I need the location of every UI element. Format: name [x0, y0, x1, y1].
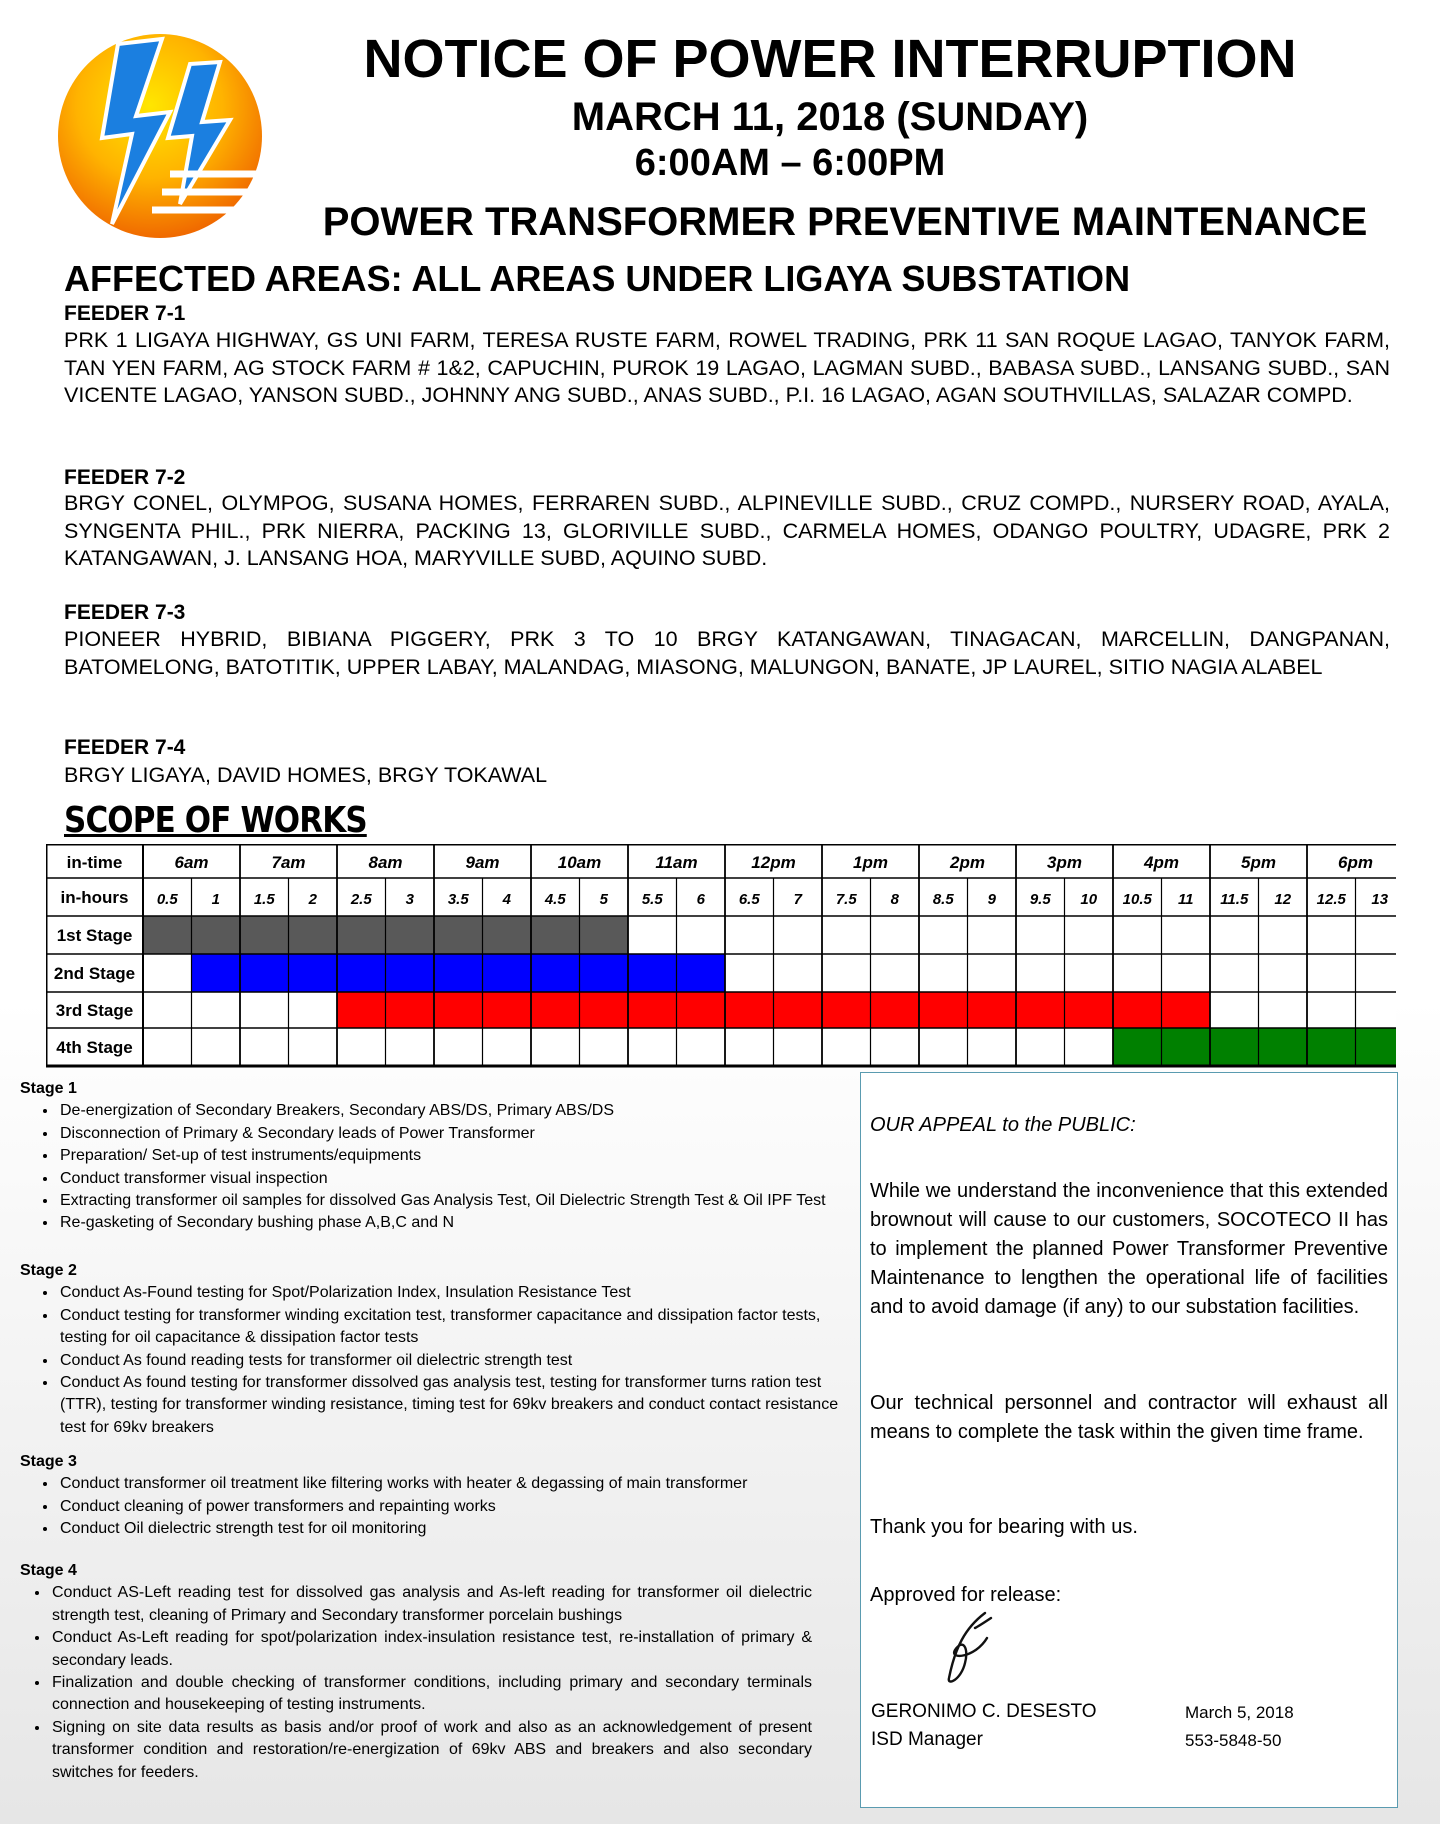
- hour-label: 2.5: [350, 891, 372, 908]
- stage-1-details: [20, 1078, 840, 1235]
- hour-label: 9: [987, 891, 996, 908]
- stage-bar: [192, 954, 726, 992]
- hour-label: 5: [599, 891, 608, 908]
- hour-label: 1: [211, 891, 220, 908]
- stage-2-details: [20, 1260, 840, 1439]
- time-label: 1pm: [853, 853, 888, 872]
- appeal-heading: OUR APPEAL to the PUBLIC:: [870, 1114, 1136, 1136]
- time-label: 6pm: [1338, 853, 1373, 872]
- appeal-thanks: Thank you for bearing with us.: [870, 1516, 1138, 1538]
- hour-label: 11: [1177, 891, 1194, 908]
- stage-item: • Conduct AS-Left reading test for dissolved gas analysis and As-left reading for transformer oil dielectric strength test, cleaning of Primary and Secondary transformer porcelain bushings: [50, 1582, 812, 1627]
- schedule-gantt-table: [46, 844, 1396, 1070]
- stage-item: • Extracting transformer oil samples for dissolved Gas Analysis Test, Oil Dielectric Strength Test & Oil IPF Test: [58, 1190, 840, 1212]
- stage-item: • Conduct transformer visual inspection: [58, 1168, 840, 1190]
- stage-item: • Conduct Oil dielectric strength test for oil monitoring: [58, 1518, 840, 1540]
- feeder-areas: PIONEER HYBRID, BIBIANA PIGGERY, PRK 3 TO 10 BRGY KATANGAWAN, TINAGACAN, MARCELLIN, DANGPANAN, BATOMELONG, BATOTITIK, UPPER LABAY, MALANDAG, MIASONG, MALUNGON, BANATE, JP LAUREL, SITIO NAGIA ALABEL: [64, 627, 1390, 679]
- affected-areas-heading: AFFECTED AREAS: ALL AREAS UNDER LIGAYA SUBSTATION: [64, 258, 1131, 299]
- contact-phone: 553-5848-50: [1185, 1731, 1282, 1750]
- stage-3-details: [20, 1451, 840, 1541]
- feeder-areas: BRGY LIGAYA, DAVID HOMES, BRGY TOKAWAL: [64, 763, 548, 787]
- notice-subtitle: POWER TRANSFORMER PREVENTIVE MAINTENANCE: [322, 200, 1368, 244]
- stage-item: • Preparation/ Set-up of test instruments/equipments: [58, 1145, 840, 1167]
- stage-label: 4th Stage: [56, 1038, 133, 1057]
- row-label: in-time: [66, 853, 123, 872]
- hour-label: 7.5: [835, 891, 857, 908]
- stage-bar: [1113, 1028, 1396, 1066]
- release-date: March 5, 2018: [1185, 1703, 1294, 1722]
- stage-title: Stage 3: [20, 1453, 77, 1470]
- time-label: 2pm: [950, 853, 985, 872]
- feeder-name: FEEDER 7-3: [64, 601, 186, 624]
- feeder-name: FEEDER 7-4: [64, 736, 186, 759]
- stage-item: • Conduct As-Found testing for Spot/Polarization Index, Insulation Resistance Test: [58, 1282, 840, 1304]
- feeder-name: FEEDER 7-2: [64, 466, 186, 489]
- time-label: 9am: [465, 853, 500, 872]
- stage-item: • Finalization and double checking of transformer conditions, including primary and secondary terminals connection and housekeeping of testing instruments.: [50, 1672, 812, 1717]
- hour-label: 3.5: [447, 891, 469, 908]
- time-label: 3pm: [1047, 853, 1082, 872]
- stage-title: Stage 4: [20, 1562, 77, 1579]
- hour-label: 13: [1371, 891, 1389, 908]
- feeder-areas: BRGY CONEL, OLYMPOG, SUSANA HOMES, FERRAREN SUBD., ALPINEVILLE SUBD., CRUZ COMPD., NURSERY ROAD, AYALA, SYNGENTA PHIL., PRK NIERRA, PACKING 13, GLORIVILLE SUBD., CARMELA HOMES, ODANGO POULTRY, UDAGRE, PRK 2 KATANGAWAN, J. LANSANG HOA, MARYVILLE SUBD, AQUINO SUBD.: [64, 491, 1390, 570]
- feeder-areas: PRK 1 LIGAYA HIGHWAY, GS UNI FARM, TERESA RUSTE FARM, ROWEL TRADING, PRK 11 SAN ROQUE LAGAO, TANYOK FARM, TAN YEN FARM, AG STOCK FARM # 1&2, CAPUCHIN, PUROK 19 LAGAO, LAGMAN SUBD., BABASA SUBD., LANSANG SUBD., SAN VICENTE LAGAO, YANSON SUBD., JOHNNY ANG SUBD., ANAS SUBD., P.I. 16 LAGAO, AGAN SOUTHVILLAS, SALAZAR COMPD.: [64, 328, 1390, 407]
- appeal-paragraph: While we understand the inconvenience that this extended brownout will cause to our customers, SOCOTECO II has to implement the planned Power Transformer Preventive Maintenance to lengthen the operational life of facilities and to avoid damage (if any) to our substation facilities.: [870, 1180, 1388, 1318]
- signatory-name: GERONIMO C. DESESTO: [871, 1701, 1097, 1722]
- time-label: 11am: [655, 853, 698, 872]
- notice-title: NOTICE OF POWER INTERRUPTION: [363, 29, 1297, 89]
- hour-label: 10.5: [1122, 891, 1152, 908]
- time-label: 4pm: [1144, 853, 1179, 872]
- time-label: 10am: [557, 853, 602, 872]
- time-label: 8am: [368, 853, 403, 872]
- appeal-paragraph: Our technical personnel and contractor will exhaust all means to complete the task within the given time frame.: [870, 1392, 1388, 1443]
- hour-label: 3: [405, 891, 414, 908]
- hour-label: 8.5: [932, 891, 954, 908]
- hour-label: 8: [890, 891, 899, 908]
- feeder-name: FEEDER 7-1: [64, 302, 186, 325]
- interruption-date: MARCH 11, 2018 (SUNDAY): [571, 95, 1089, 139]
- scope-of-works-heading: SCOPE OF WORKS: [64, 800, 367, 841]
- stage-item: • Signing on site data results as basis and/or proof of work and also as an acknowledgement of present transformer condition and restoration/re-energization of 69kv ABS and breakers and also secondary switches for feeders.: [50, 1717, 812, 1784]
- stage-title: Stage 1: [20, 1080, 77, 1097]
- hour-label: 5.5: [641, 891, 663, 908]
- hour-label: 6: [696, 891, 705, 908]
- stage-title: Stage 2: [20, 1262, 77, 1279]
- stage-label: 3rd Stage: [55, 1001, 134, 1020]
- time-label: 7am: [271, 853, 306, 872]
- stage-4-details: [20, 1560, 812, 1784]
- hour-label: 11.5: [1220, 891, 1249, 908]
- hour-label: 7: [793, 891, 802, 908]
- time-label: 5pm: [1241, 853, 1276, 872]
- stage-item: • De-energization of Secondary Breakers, Secondary ABS/DS, Primary ABS/DS: [58, 1100, 840, 1122]
- hour-label: 4.5: [544, 891, 566, 908]
- signatory-title: ISD Manager: [871, 1729, 983, 1750]
- hour-label: 4: [502, 891, 511, 908]
- interruption-time: 6:00AM – 6:00PM: [634, 142, 946, 184]
- stage-item: • Conduct As found testing for transformer dissolved gas analysis test, testing for transformer turns ration test (TTR), testing for transformer winding resistance, timing test for 69kv breakers and conduct contact resistance test for 69kv breakers: [58, 1372, 840, 1439]
- stage-label: 2nd Stage: [53, 964, 136, 983]
- hour-label: 2: [308, 891, 317, 908]
- stage-item: • Conduct As-Left reading for spot/polarization index-insulation resistance test, re-installation of primary & secondary leads.: [50, 1627, 812, 1672]
- stage-item: • Conduct cleaning of power transformers and repainting works: [58, 1496, 840, 1518]
- stage-item: • Conduct testing for transformer winding excitation test, transformer capacitance and dissipation factor tests, testing for oil capacitance & dissipation factor tests: [58, 1305, 840, 1350]
- row-label: in-hours: [60, 888, 129, 907]
- time-label: 6am: [174, 853, 209, 872]
- hour-label: 0.5: [156, 891, 178, 908]
- hour-label: 12: [1274, 891, 1292, 908]
- stage-item: • Re-gasketing of Secondary bushing phase A,B,C and N: [58, 1212, 840, 1234]
- hour-label: 12.5: [1316, 891, 1346, 908]
- signature-icon: [935, 1608, 1005, 1688]
- stage-item: • Conduct transformer oil treatment like filtering works with heater & degassing of main transformer: [58, 1473, 840, 1495]
- time-label: 12pm: [751, 853, 796, 872]
- hour-label: 10: [1080, 891, 1098, 908]
- hour-label: 9.5: [1029, 891, 1051, 908]
- approved-label: Approved for release:: [870, 1584, 1062, 1606]
- hour-label: 1.5: [253, 891, 275, 908]
- stage-label: 1st Stage: [56, 926, 133, 945]
- stage-item: • Disconnection of Primary & Secondary leads of Power Transformer: [58, 1123, 840, 1145]
- stage-item: • Conduct As found reading tests for transformer oil dielectric strength test: [58, 1350, 840, 1372]
- hour-label: 6.5: [738, 891, 760, 908]
